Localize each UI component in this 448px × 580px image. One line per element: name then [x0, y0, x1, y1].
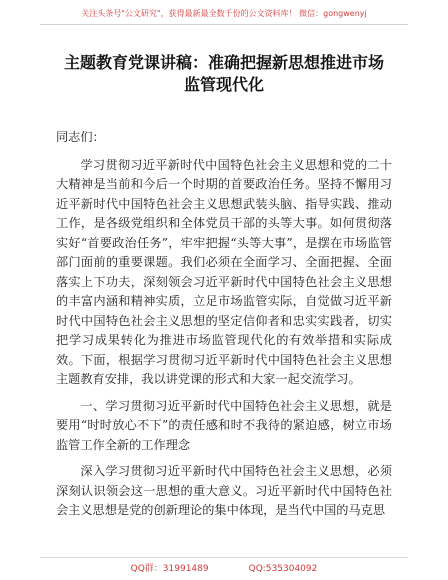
header-banner: 关注头条号"公文研究"，获得最新最全数千份的公文资料库！ 微信：gongwenyj	[81, 9, 367, 18]
paragraph-section-1: 深入学习贯彻习近平新时代中国特色社会主义思想，必须深刻认识领会这一思想的重大意义。习近平新时代中国特色社会主义思想是党的创新理论的集中体现，是当代中国的马克思	[56, 464, 392, 517]
header-divider	[40, 24, 408, 25]
title-line-1: 主题教育党课讲稿：准确把握新思想推进市场	[63, 53, 384, 72]
paragraph-intro: 学习贯彻习近平新时代中国特色社会主义思想和党的二十大精神是当前和今后一个时期的首要政治任务。坚持不懈用习近平新时代中国特色社会主义思想武装头脑、指导实践、推动工作，是各级党组织和全体党员干部的头等大事。如何贯彻落实好“首要政治任务”，牢牢把握“头等大事”，是摆在市场监管部门面前的重要课题。我们必须在全面学习、全面把握、全面落实上下功夫，深刻领会习近平新时代中国特色社会主义思想的丰富内涵和精神实质，立足市场监管实际，自觉做习近平新时代中国特色社会主义思想的坚定信仰者和忠实实践者，切实把学习成果转化为推进市场监管现代化的有效举措和实际成效。下面，根据学习贯彻习近平新时代中国特色社会主义思想主题教育安排，我以讲党课的形式和大家一起交流学习。	[56, 157, 392, 386]
footer-qq-number: QQ:535304092	[248, 564, 318, 574]
document-body	[56, 128, 392, 521]
document-title	[40, 52, 408, 96]
footer-qq-group: QQ群：31991489	[130, 564, 209, 574]
section-heading-1: 一、学习贯彻习近平新时代中国特色社会主义思想，就是要用“时时放心不下”的责任感和时不我待的紧迫感，树立市场监管工作全新的工作理念	[56, 398, 392, 452]
salutation: 同志们：	[56, 130, 105, 144]
title-line-2: 监管现代化	[183, 75, 264, 94]
footer-divider	[40, 557, 408, 558]
footer-contact	[0, 561, 448, 574]
